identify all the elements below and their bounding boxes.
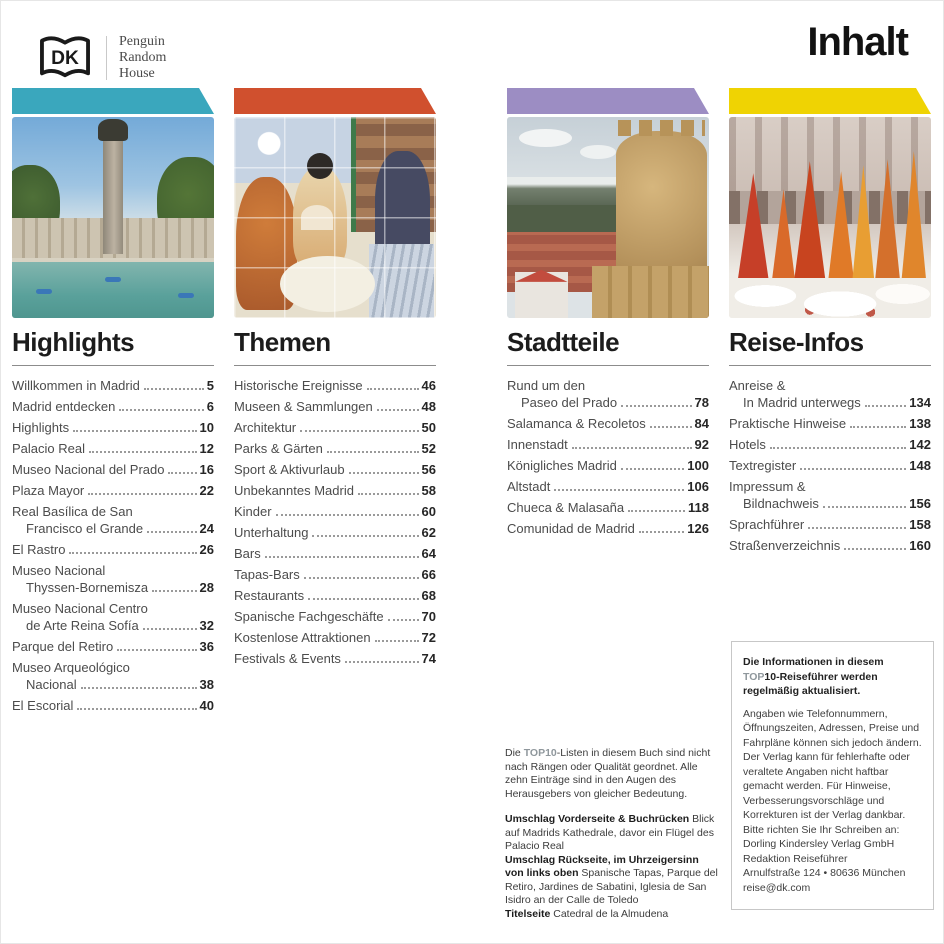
toc-entry <box>12 379 214 393</box>
monument-column <box>103 137 123 254</box>
toc-entry-label: Thyssen-Bornemisza <box>26 580 149 595</box>
toc-page-number: 62 <box>421 525 436 540</box>
highlights-color-bar <box>12 88 214 114</box>
castle-photo <box>507 117 709 318</box>
toc-page-number: 126 <box>687 521 709 536</box>
dot-leader <box>312 535 418 537</box>
publisher-name <box>119 34 166 82</box>
toc-entry-label: Parque del Retiro <box>12 639 114 654</box>
toc-page-number: 64 <box>421 546 436 561</box>
toc-entry <box>234 589 436 603</box>
toc-entry <box>12 421 214 435</box>
toc-entry-label: Architektur <box>234 420 297 435</box>
dot-leader <box>168 472 196 474</box>
toc-entry-label: Textregister <box>729 458 797 473</box>
toc-page-number: 50 <box>421 420 436 435</box>
toc-entry-label: Festivals & Events <box>234 651 341 666</box>
toc-entry <box>234 421 436 435</box>
dot-leader <box>327 451 419 453</box>
toc-entry <box>234 379 436 393</box>
dot-leader <box>88 493 196 495</box>
credit-item: Titelseite Catedral de la Almudena <box>505 907 669 920</box>
toc-entry <box>729 438 931 452</box>
toc-page-number: 118 <box>688 500 709 515</box>
toc-entry <box>729 539 931 553</box>
toc-entry <box>234 526 436 540</box>
dot-leader <box>377 409 419 411</box>
dot-leader <box>81 687 197 689</box>
toc-page-number: 26 <box>199 542 214 557</box>
toc-entry <box>729 379 931 410</box>
toc-page-number: 36 <box>199 639 214 654</box>
toc-entry-label: Sport & Aktivurlaub <box>234 462 345 477</box>
publisher-info-box <box>731 641 934 910</box>
toc-page-number: 6 <box>206 399 214 414</box>
toc-page-number: 12 <box>199 441 214 456</box>
dot-leader <box>358 493 419 495</box>
toc-page-number: 46 <box>421 378 436 393</box>
dot-leader <box>265 556 419 558</box>
dot-leader <box>152 590 196 592</box>
dot-leader <box>304 577 419 579</box>
toc-page-number: 22 <box>199 483 214 498</box>
retiro-park-photo <box>12 117 214 318</box>
toc-page-number: 28 <box>199 580 214 595</box>
toc-page-number: 92 <box>694 437 709 452</box>
dot-leader <box>349 472 419 474</box>
address-line: reise@dk.com <box>743 881 811 894</box>
dot-leader <box>621 468 684 470</box>
toc-page-number: 100 <box>687 458 709 473</box>
toc-columns <box>12 88 933 720</box>
toc-entry <box>12 564 214 595</box>
toc-entry-label: Hotels <box>729 437 766 452</box>
toc-entry-label: Unterhaltung <box>234 525 309 540</box>
toc-entry-label: Museo Nacional <box>12 563 106 578</box>
toc-entry <box>507 379 709 410</box>
address-line: Redaktion Reiseführer <box>743 852 848 865</box>
dot-leader <box>345 661 419 663</box>
dk-logo-icon <box>36 34 94 82</box>
terrace-tables <box>729 278 931 318</box>
toc-entry <box>12 543 214 557</box>
toc-entry-label: Restaurants <box>234 588 305 603</box>
column-reise-infos <box>729 88 931 720</box>
toc-page-number: 10 <box>199 420 214 435</box>
dot-leader <box>276 514 419 516</box>
toc-entry-label: Paseo del Prado <box>521 395 618 410</box>
dot-leader <box>650 426 692 428</box>
stadtteile-color-bar <box>507 88 709 114</box>
dot-leader <box>865 405 907 407</box>
dot-leader <box>823 506 906 508</box>
toc-entry <box>729 480 931 511</box>
toc-page-number: 72 <box>421 630 436 645</box>
toc-entry-label: Museo Nacional Centro <box>12 601 148 616</box>
toc-entry <box>12 463 214 477</box>
toc-entry-label: Salamanca & Recoletos <box>507 416 646 431</box>
toc-entry <box>729 459 931 473</box>
toc-page-number: 70 <box>421 609 436 624</box>
toc-entry <box>234 547 436 561</box>
toc-entry-label: Spanische Fachgeschäfte <box>234 609 384 624</box>
dot-leader <box>143 628 197 630</box>
toc-entry-label: Königliches Madrid <box>507 458 617 473</box>
toc-page-number: 138 <box>909 416 931 431</box>
toc-list <box>12 379 214 713</box>
dot-leader <box>639 531 684 533</box>
top10-wordmark: TOP <box>743 670 765 683</box>
toc-entry <box>12 442 214 456</box>
dot-leader <box>388 619 419 621</box>
toc-entry-label: Museen & Sammlungen <box>234 399 373 414</box>
heading-rule <box>729 365 931 366</box>
toc-entry-label: de Arte Reina Sofía <box>26 618 139 633</box>
toc-entry <box>507 459 709 473</box>
toc-entry <box>507 438 709 452</box>
toc-entry-label: Francisco el Grande <box>26 521 144 536</box>
toc-entry-label: El Escorial <box>12 698 74 713</box>
toc-entry-label: Innenstadt <box>507 437 568 452</box>
toc-entry-label: Plaza Mayor <box>12 483 85 498</box>
dot-leader <box>844 548 906 550</box>
section-title: Themen <box>234 327 331 357</box>
terrace-umbrellas-photo <box>729 117 931 318</box>
toc-entry <box>12 661 214 692</box>
top10-wordmark: TOP10 <box>523 747 557 759</box>
heading-rule <box>12 365 214 366</box>
toc-entry <box>234 631 436 645</box>
publisher-line: House <box>119 66 155 81</box>
toc-entry <box>729 417 931 431</box>
dot-leader <box>572 447 692 449</box>
toc-page-number: 74 <box>421 651 436 666</box>
toc-entry <box>507 522 709 536</box>
toc-entry-label: Bars <box>234 546 261 561</box>
crenellations <box>618 120 705 136</box>
toc-page-number: 160 <box>909 538 931 553</box>
themen-color-bar <box>234 88 436 114</box>
top10-note: Die TOP10-Listen in diesem Buch sind nicht nach Rängen oder Qualität geordnet. Alle zehn Einträge sind in den Augen des Herausgebers von gleicher Bedeutung. <box>505 747 711 800</box>
svg-text:DK: DK <box>51 47 79 69</box>
dot-leader <box>850 426 906 428</box>
toc-entry-label: Anreise & <box>729 378 786 393</box>
toc-entry <box>12 505 214 536</box>
toc-entry-label: Palacio Real <box>12 441 85 456</box>
toc-page-number: 158 <box>909 517 931 532</box>
toc-entry-label: Nacional <box>26 677 77 692</box>
toc-page-number: 40 <box>199 698 214 713</box>
toc-page-number: 5 <box>206 378 214 393</box>
credit-item: Umschlag Rückseite, im Uhrzeigersinn von links oben Spanische Tapas, Parque del Retiro, Jardines de Sabatini, Iglesia de San Isidro an der Calle de Toledo <box>505 853 718 906</box>
toc-entry-label: Museo Arqueológico <box>12 660 130 675</box>
dot-leader <box>367 388 419 390</box>
dot-leader <box>621 405 691 407</box>
boat <box>178 293 194 298</box>
publisher-line: Random <box>119 50 167 65</box>
toc-page-number: 68 <box>421 588 436 603</box>
toc-page-number: 156 <box>909 496 931 511</box>
toc-entry <box>12 484 214 498</box>
section-title: Stadtteile <box>507 327 620 357</box>
publisher-line: Penguin <box>119 34 165 49</box>
toc-entry <box>234 505 436 519</box>
toc-entry <box>234 463 436 477</box>
toc-entry <box>12 602 214 633</box>
toc-entry <box>234 610 436 624</box>
toc-entry <box>12 699 214 713</box>
toc-entry-label: Kostenlose Attraktionen <box>234 630 371 645</box>
toc-page-number: 48 <box>421 399 436 414</box>
dot-leader <box>554 489 684 491</box>
equestrian-statue <box>98 119 128 141</box>
toc-entry-label: Madrid entdecken <box>12 399 116 414</box>
toc-entry-label: Praktische Hinweise <box>729 416 847 431</box>
toc-page-number: 142 <box>909 437 931 452</box>
castle-wall <box>592 266 709 318</box>
toc-page-number: 38 <box>199 677 214 692</box>
toc-list <box>507 379 709 536</box>
dot-leader <box>147 531 196 533</box>
column-stadtteile <box>507 88 709 720</box>
toc-page-number: 24 <box>199 521 214 536</box>
dot-leader <box>800 468 906 470</box>
dot-leader <box>119 409 203 411</box>
dot-leader <box>69 552 196 554</box>
toc-entry-label: Sprachführer <box>729 517 805 532</box>
toc-entry-label: Willkommen in Madrid <box>12 378 140 393</box>
page-title: Inhalt <box>807 20 908 64</box>
header-divider <box>106 36 107 80</box>
dot-leader <box>144 388 204 390</box>
dot-leader <box>77 708 196 710</box>
building-facade <box>729 117 931 193</box>
toc-entry-label: Altstadt <box>507 479 551 494</box>
toc-entry-label: Historische Ereignisse <box>234 378 363 393</box>
cloud <box>580 145 616 159</box>
heading-rule <box>507 365 709 366</box>
toc-entry <box>507 417 709 431</box>
dot-leader <box>73 430 196 432</box>
column-themen <box>234 88 436 720</box>
toc-list <box>729 379 931 553</box>
toc-page-number: 52 <box>421 441 436 456</box>
toc-page-number: 56 <box>421 462 436 477</box>
cover-credits-note <box>505 747 719 921</box>
toc-entry-label: In Madrid unterwegs <box>743 395 861 410</box>
dot-leader <box>375 640 419 642</box>
toc-entry <box>12 400 214 414</box>
toc-page-number: 84 <box>694 416 709 431</box>
toc-page-number: 32 <box>199 618 214 633</box>
toc-entry-label: Tapas-Bars <box>234 567 300 582</box>
dot-leader <box>117 649 196 651</box>
dot-leader <box>308 598 418 600</box>
toc-entry-label: Kinder <box>234 504 272 519</box>
toc-entry-label: Comunidad de Madrid <box>507 521 635 536</box>
toc-page-number: 148 <box>909 458 931 473</box>
toc-entry-label: Unbekanntes Madrid <box>234 483 354 498</box>
toc-page-number: 78 <box>694 395 709 410</box>
toc-entry <box>12 640 214 654</box>
toc-entry-label: Museo Nacional del Prado <box>12 462 165 477</box>
toc-entry-label: Impressum & <box>729 479 806 494</box>
toc-entry <box>234 568 436 582</box>
toc-entry <box>234 400 436 414</box>
toc-page-number: 134 <box>909 395 931 410</box>
info-box-lead: Die Informationen in diesem TOP10-Reiseführer werden regelmäßig aktualisiert. <box>743 656 884 697</box>
toc-entry-label: Rund um den <box>507 378 586 393</box>
credit-item: Umschlag Vorderseite & Buchrücken Blick auf Madrids Kathedrale, davor ein Flügel des Palacio Real <box>505 813 715 852</box>
toc-entry <box>507 480 709 494</box>
toc-page-number: 58 <box>421 483 436 498</box>
toc-entry-label: Highlights <box>12 420 70 435</box>
toc-entry-label: Straßenverzeichnis <box>729 538 841 553</box>
toc-page-number: 66 <box>421 567 436 582</box>
publisher-header <box>36 34 166 82</box>
toc-entry-label: Chueca & Malasaña <box>507 500 625 515</box>
boat <box>36 289 52 294</box>
heading-rule <box>234 365 436 366</box>
address-line: Arnulfstraße 124 • 80636 München <box>743 867 906 879</box>
info-box-body: Angaben wie Telefonnummern, Öffnungszeiten, Adressen, Preise und Fahrpläne können sich jedoch ändern. Der Verlag kann für fehlerhafte oder veraltete Angaben nicht haftbar gemacht werden. Für Hinweise, Verbesserungsvorschläge und Korrekturen ist der Verlag dankbar. Bitte richten Sie Ihr Schreiben an: <box>743 707 922 836</box>
toc-entry-label: Parks & Gärten <box>234 441 323 456</box>
dot-leader <box>300 430 418 432</box>
cloud <box>519 129 572 147</box>
address-line: Dorling Kindersley Verlag GmbH <box>743 838 895 850</box>
toc-entry-label: Bildnachweis <box>743 496 819 511</box>
toc-page-number: 60 <box>421 504 436 519</box>
toc-entry <box>234 442 436 456</box>
column-highlights <box>12 88 214 720</box>
toc-entry <box>729 518 931 532</box>
tile-mural-photo <box>234 117 436 318</box>
section-title: Reise-Infos <box>729 327 864 357</box>
toc-entry-label: El Rastro <box>12 542 66 557</box>
toc-list <box>234 379 436 666</box>
dot-leader <box>628 510 685 512</box>
toc-page-number: 106 <box>687 479 709 494</box>
toc-entry-label: Real Basílica de San <box>12 504 133 519</box>
boat <box>105 277 121 282</box>
toc-entry <box>234 484 436 498</box>
reise-infos-color-bar <box>729 88 931 114</box>
section-title: Highlights <box>12 327 135 357</box>
dot-leader <box>89 451 197 453</box>
dot-leader <box>770 447 906 449</box>
toc-page-number: 16 <box>199 462 214 477</box>
toc-entry <box>234 652 436 666</box>
toc-entry <box>507 501 709 515</box>
dot-leader <box>808 527 906 529</box>
tile-grid <box>234 117 436 318</box>
